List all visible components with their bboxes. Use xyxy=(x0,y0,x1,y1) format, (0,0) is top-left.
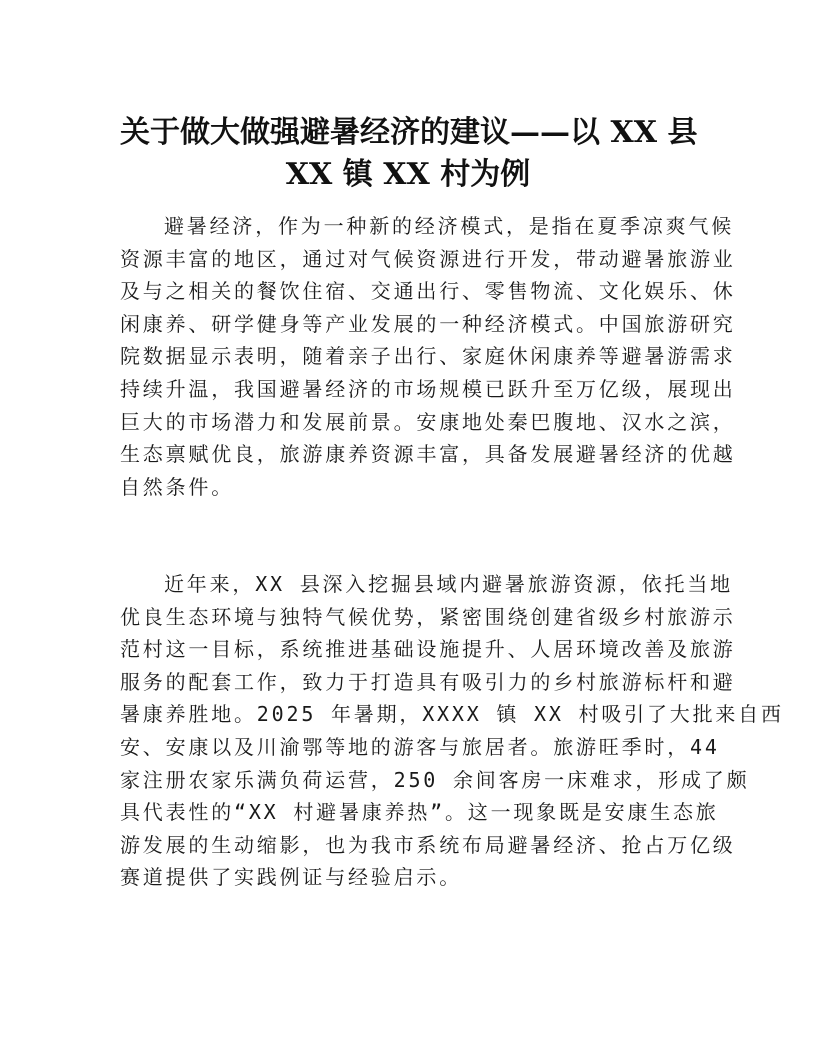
title-line: 关于做大做强避暑经济的建议——以 XX 县 xyxy=(120,115,698,150)
paragraph-line: 具代表性的“XX 村避暑康养热”。这一现象既是安康生态旅 xyxy=(120,800,719,825)
paragraph-line: 赛道提供了实践例证与经验启示。 xyxy=(120,865,462,890)
paragraph-line: 闲康养、研学健身等产业发展的一种经济模式。中国旅游研究 xyxy=(120,311,736,336)
paragraph-line: 及与之相关的餐饮住宿、交通出行、零售物流、文化娱乐、休 xyxy=(120,279,736,304)
document-title xyxy=(120,112,696,196)
paragraph-line: 优良生态环境与独特气候优势，紧密围绕创建省级乡村旅游示 xyxy=(120,604,736,629)
paragraph-line: 持续升温，我国避暑经济的市场规模已跃升至万亿级，展现出 xyxy=(120,376,736,401)
paragraph-line: 生态禀赋优良，旅游康养资源丰富，具备发展避暑经济的优越 xyxy=(120,442,736,467)
paragraph-line: 近年来，XX 县深入挖掘县域内避暑旅游资源，依托当地 xyxy=(164,572,733,596)
paragraph-line: 自然条件。 xyxy=(120,474,234,499)
paragraph-line: 范村这一目标，系统推进基础设施提升、人居环境改善及旅游 xyxy=(120,637,736,662)
paragraph-line: 巨大的市场潜力和发展前景。安康地处秦巴腹地、汉水之滨， xyxy=(120,409,736,434)
paragraph-line: 暑康养胜地。2025 年暑期，XXXX 镇 XX 村吸引了大批来自西 xyxy=(120,702,784,727)
paragraph-line: 资源丰富的地区，通过对气候资源进行开发，带动避暑旅游业 xyxy=(120,246,736,271)
paragraph-line: 安、安康以及川渝鄂等地的游客与旅居者。旅游旺季时，44 xyxy=(120,734,720,759)
paragraph-line: 家注册农家乐满负荷运营，250 余间客房一床难求，形成了颇 xyxy=(120,767,750,792)
title-line: XX 镇 XX 村为例 xyxy=(285,157,531,192)
paragraph-intro xyxy=(120,210,736,503)
paragraph-line: 游发展的生动缩影，也为我市系统布局避暑经济、抢占万亿级 xyxy=(120,832,736,857)
paragraph-case xyxy=(120,568,784,894)
paragraph-line: 院数据显示表明，随着亲子出行、家庭休闲康养等避暑游需求 xyxy=(120,344,736,369)
paragraph-line: 服务的配套工作，致力于打造具有吸引力的乡村旅游标杆和避 xyxy=(120,669,736,694)
paragraph-line: 避暑经济，作为一种新的经济模式，是指在夏季凉爽气候 xyxy=(164,214,734,238)
